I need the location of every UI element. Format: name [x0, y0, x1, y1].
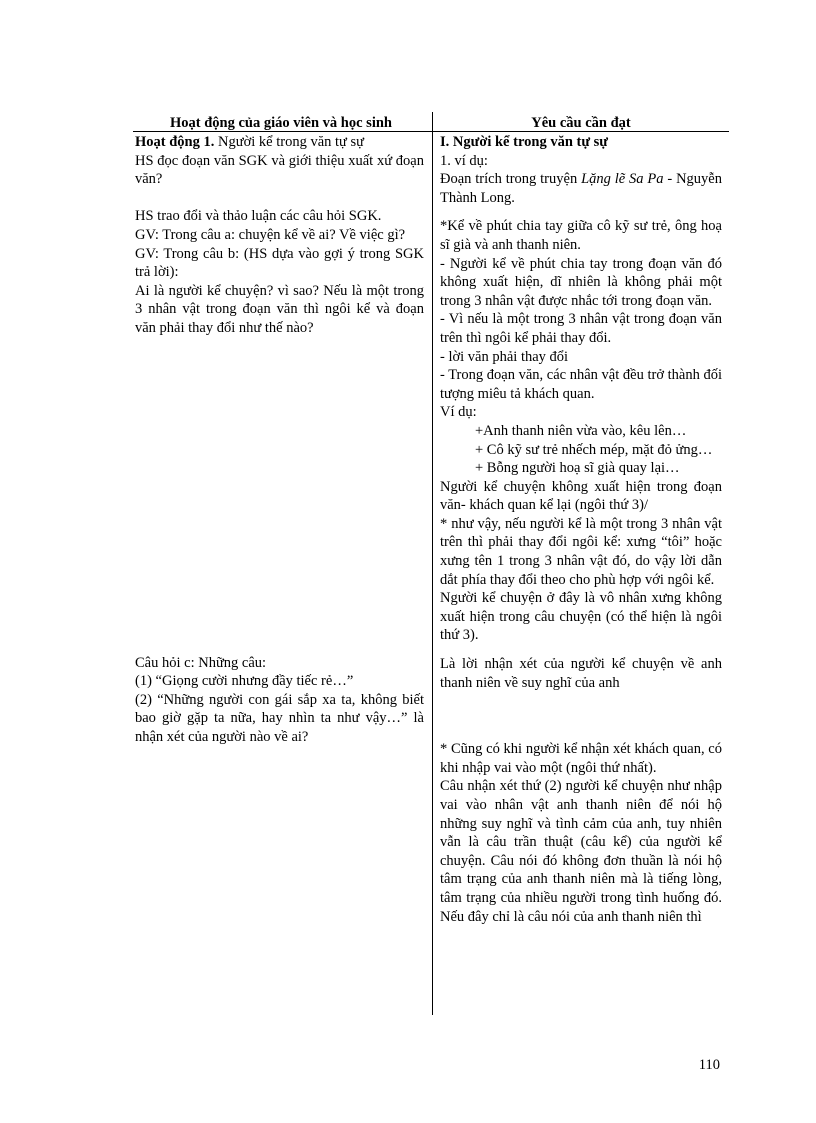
left-line: GV: Trong câu b: (HS dựa vào gợi ý trong SGK trả lời): [135, 245, 424, 281]
spacer [135, 189, 424, 208]
activity-heading [135, 133, 424, 152]
left-line: HS trao đổi và thảo luận các câu hỏi SGK. [135, 208, 382, 225]
page-number: 110 [698, 1057, 720, 1073]
left-line: Ai là người kể chuyện? vì sao? Nếu là một trong 3 nhân vật trong đoạn văn thì ngôi kể và đoạn văn phải thay đổi như thế nào? [135, 282, 424, 336]
spacer [440, 692, 722, 740]
table-header-rule [133, 131, 729, 132]
table-column-divider [432, 112, 433, 1015]
answer-c: Là lời nhận xét của người kể chuyện về anh thanh niên về suy nghĩ của anh [440, 656, 722, 691]
story-title: Lặng lẽ Sa Pa [581, 171, 664, 188]
question-c-line: Câu hỏi c: Những câu: [135, 654, 267, 671]
example-item: + Cô kỹ sư trẻ nhếch mép, mặt đỏ ửng… [475, 441, 713, 458]
spacer [440, 207, 722, 217]
right-paragraph: Ví dụ: [440, 404, 477, 421]
spacer [440, 645, 722, 655]
right-paragraph: - Trong đoạn văn, các nhân vật đều trở thành đối tượng miêu tả khách quan. [440, 367, 722, 402]
left-line: GV: Trong câu a: chuyện kể về ai? Về việc gì? [135, 226, 406, 243]
left-column [135, 133, 424, 747]
example-label: 1. ví dụ: [440, 152, 488, 169]
right-paragraph: Người kể chuyện không xuất hiện trong đoạn văn- khách quan kể lại (ngôi thứ 3)/ [440, 478, 722, 514]
right-paragraph: - Vì nếu là một trong 3 nhân vật trong đoạn văn trên thì ngôi kể phải thay đổi. [440, 311, 722, 346]
header-requirements: Yêu cầu cần đạt [531, 115, 631, 131]
excerpt-source: Đoạn trích trong truyện Lặng lẽ Sa Pa - Nguyễn Thành Long. [440, 171, 722, 206]
left-line: HS đọc đoạn văn SGK và giới thiệu xuất xứ đoạn văn? [135, 152, 424, 188]
spacer [135, 338, 424, 654]
right-paragraph: * như vậy, nếu người kể là một trong 3 nhân vật trên thì phải thay đổi ngôi kể: xưng “tôi” hoặc xưng tên 1 trong 3 nhân vật đó, do vậy lời dẫn dắt phía thay đổi theo cho phù hợp với ngôi kể. [440, 515, 722, 588]
question-c-line: (2) “Những người con gái sắp xa ta, không biết bao giờ gặp ta nữa, hay nhìn ta như vậy…” là nhận xét của người nào về ai? [135, 691, 424, 745]
right-column [440, 133, 722, 926]
example-item: +Anh thanh niên vừa vào, kêu lên… [475, 422, 687, 439]
question-c-line: (1) “Giọng cười nhưng đầy tiếc rẻ…” [135, 673, 354, 690]
right-paragraph: Câu nhận xét thứ (2) người kể chuyện như nhập vai vào nhân vật anh thanh niên để nói hộ những suy nghĩ và tình cảm của anh, tuy nhiên vẫn là câu trần thuật (câu kể) của người kể chuyện. Câu nói đó không đơn thuần là nói hộ tâm trạng của anh thanh niên mà là tiếng lòng, tâm trạng của nhiều người trong tình huống đó. Nếu đây chỉ là câu nói của anh thanh niên thì [440, 778, 722, 925]
right-paragraph: - Người kể về phút chia tay trong đoạn văn đó không xuất hiện, dĩ nhiên là không phải một trong 3 nhân vật được nhắc tới trong đoạn văn. [440, 255, 722, 309]
example-item: + Bỗng người hoạ sĩ già quay lại… [475, 460, 680, 477]
right-paragraph: * Cũng có khi người kể nhận xét khách quan, có khi nhập vai vào một (ngôi thứ nhất). [440, 741, 722, 776]
activity-title: Người kể trong văn tự sự [214, 134, 365, 150]
right-paragraph: *Kể về phút chia tay giữa cô kỹ sư trẻ, ông hoạ sĩ già và anh thanh niên. [440, 218, 722, 253]
activity-label: Hoạt động 1. [135, 134, 215, 150]
right-paragraph: - lời văn phải thay đổi [440, 348, 569, 365]
right-paragraph: Người kể chuyện ở đây là vô nhân xưng không xuất hiện trong câu chuyện (có thể hiện là ngôi thứ 3). [440, 590, 722, 644]
header-teacher-student-activities: Hoạt động của giáo viên và học sinh [170, 115, 392, 131]
section-title: I. Người kể trong văn tự sự [440, 134, 609, 150]
